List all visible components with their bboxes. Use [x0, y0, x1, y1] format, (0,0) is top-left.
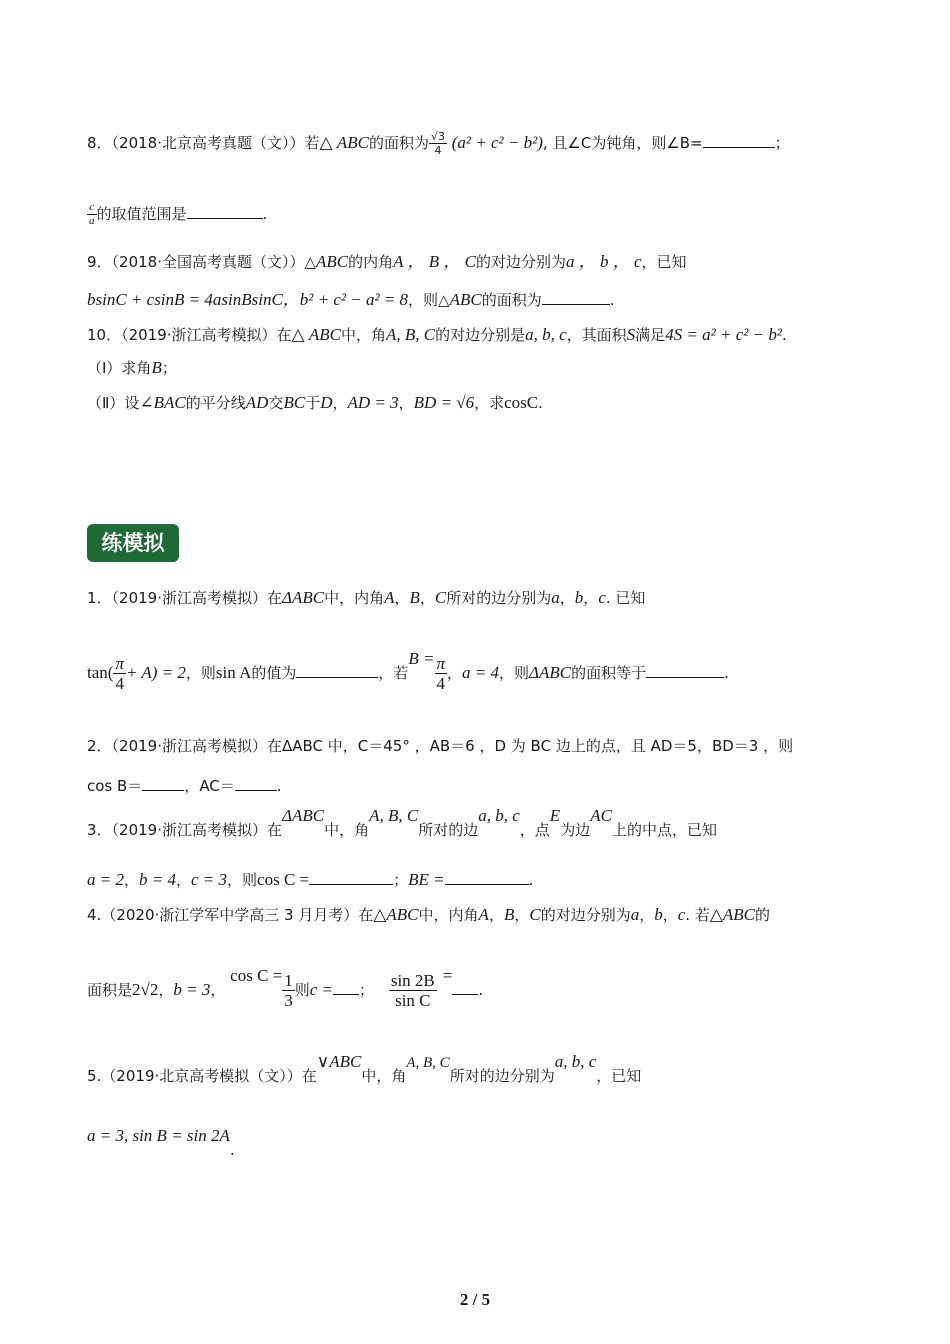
q10-ad: AD — [245, 393, 269, 412]
m1-text-2c: 的值为 — [251, 664, 297, 682]
m2-line2 — [87, 776, 282, 795]
q10-part1-b: B — [151, 358, 162, 377]
q8-line2 — [87, 202, 267, 227]
q9-end: . — [609, 291, 615, 309]
m4-text-o: . 若 — [685, 906, 710, 924]
m4-c: C — [529, 905, 541, 924]
m3-text-k: 上的中点，已知 — [611, 821, 717, 839]
q9-text-g: ，已知 — [641, 253, 687, 271]
q8-frac-num: √3 — [430, 130, 445, 143]
m3-e: E — [549, 806, 561, 825]
m1-side-b: b — [574, 588, 584, 607]
m4-end: . — [478, 981, 484, 999]
m3-sep1: ， — [123, 871, 139, 889]
q9-sides: a ， b ， c — [565, 252, 642, 271]
q10-part2-k: ， — [398, 394, 414, 412]
m2-cosb: cos B＝ — [87, 777, 143, 795]
q8-text-d: , 且∠C为钝角，则∠B= — [542, 134, 703, 152]
m1-four: 4 — [115, 674, 124, 693]
m1-text-i: 所对的边分别为 — [446, 589, 552, 607]
m1-tan-rest: + A) = 2 — [125, 663, 186, 682]
q10-part2 — [87, 393, 543, 413]
m1-text-2a: ，则 — [185, 664, 216, 682]
m4-text-q: 的 — [755, 906, 771, 924]
m5-end: . — [229, 1141, 235, 1159]
m4-side-b: b — [654, 905, 663, 924]
m1-b-eq: B = — [408, 649, 435, 668]
m4-eq: = — [442, 966, 453, 985]
m3-cosc: cos C = — [257, 870, 310, 889]
q10-part2-end: . — [538, 394, 543, 412]
m1-text-2d: ，若 — [378, 664, 409, 682]
m3-blank-2[interactable] — [445, 870, 529, 885]
q9-line2 — [87, 290, 615, 310]
m3-sep2: ， — [175, 871, 191, 889]
q8-frac-den: 4 — [434, 144, 442, 157]
m1-four-2: 4 — [436, 674, 446, 693]
q8-end: ； — [774, 134, 790, 152]
m5-text-c: 中，角 — [361, 1067, 407, 1085]
m4-b-eq: b = 3 — [173, 980, 211, 999]
m4-one: 1 — [284, 971, 293, 990]
m1-triangle-2: ΔABC — [529, 663, 572, 682]
q10-text: 10．（2019·浙江高考模拟）在 — [87, 326, 292, 344]
q8-triangle: △ ABC — [319, 133, 369, 152]
q9-blank[interactable] — [542, 290, 610, 305]
m3-end: . — [528, 871, 534, 889]
m4-sin-num: sin 2B — [390, 971, 435, 990]
m4-then: 则 — [294, 981, 310, 999]
m3-line1 — [87, 806, 717, 840]
m3-text-g: ，点 — [519, 821, 550, 839]
q10-part2-m: ，求 — [474, 394, 505, 412]
m4-line1 — [87, 905, 770, 925]
m3-text-i: 为边 — [560, 821, 591, 839]
m5-line1 — [87, 1052, 642, 1086]
q8-blank-2[interactable] — [187, 204, 263, 219]
m4-line2 — [87, 966, 484, 1010]
m1-pi: π — [115, 654, 124, 673]
m1-pi-2: π — [436, 654, 446, 673]
m1-line2 — [87, 649, 729, 693]
q10-part2-g: 于 — [305, 394, 321, 412]
q10-part1-text: （Ⅰ）求角 — [87, 359, 152, 377]
m1-c: C — [434, 588, 447, 607]
m1-text-o: . 已知 — [605, 589, 646, 607]
m4-side-c: c — [677, 905, 686, 924]
m5-line2 — [87, 1126, 235, 1159]
q9-text: 9．（2018·全国高考真题（文））△ — [87, 253, 317, 271]
m4-sep1: ， — [488, 906, 504, 924]
q9-equations: bsinC + csinB = 4asinBsinC，b² + c² − a² = 8 — [87, 290, 409, 309]
m5-angles: A, B, C — [406, 1055, 450, 1071]
q10-text-i: 满足 — [635, 326, 666, 344]
m1-blank-1[interactable] — [296, 663, 378, 678]
m4-cosc: cos C = — [230, 966, 283, 985]
m4-three: 3 — [284, 991, 293, 1010]
m1-sep4: ， — [583, 589, 599, 607]
m3-line2 — [87, 870, 533, 890]
q10-part1-end: ； — [161, 359, 177, 377]
m3-be: BE = — [408, 870, 445, 889]
m4-sep5: ， — [158, 981, 174, 999]
m1-side-a: a — [551, 588, 560, 607]
m1-sep1: ， — [394, 589, 410, 607]
m4-one-third — [282, 972, 295, 1009]
m3-sides: a, b, c — [478, 806, 520, 825]
m3-angles: A, B, C — [369, 806, 419, 825]
m1-b-frac — [435, 655, 448, 692]
q10-s: S — [626, 325, 636, 344]
q10-area-eq: 4S = a² + c² − b² — [665, 325, 782, 344]
m2-blank-2[interactable] — [235, 776, 277, 791]
q10-sides: a, b, c — [525, 325, 567, 344]
m4-a: A — [478, 905, 489, 924]
m4-text-i: 的对边分别为 — [540, 906, 631, 924]
m4-sep3: ， — [639, 906, 655, 924]
q10-part1 — [87, 358, 177, 378]
m3-triangle: ΔABC — [282, 806, 325, 825]
m4-sep6: ， — [210, 981, 226, 999]
m4-triangle: △ABC — [373, 905, 419, 924]
q10-text-c: 中，角 — [340, 326, 386, 344]
m3-b-eq: b = 4 — [139, 870, 176, 889]
m2-ac: ，AC＝ — [184, 777, 235, 795]
m1-text-2j: 的面积等于 — [571, 664, 647, 682]
q9-abc: ABC — [316, 252, 349, 271]
m1-text-c: 中，内角 — [324, 589, 385, 607]
m4-b: B — [503, 905, 515, 924]
q8-text-b: 的面积为 — [368, 134, 429, 152]
m2-blank-1[interactable] — [142, 776, 184, 791]
m4-sep7: ； — [359, 981, 375, 999]
q8-ratio-num: c — [87, 202, 97, 215]
m1-sep5: ， — [447, 664, 463, 682]
m3-blank-1[interactable] — [309, 870, 393, 885]
q10-d: D — [320, 393, 333, 412]
m4-sin-ratio — [389, 972, 437, 1009]
m1-sep3: ， — [559, 589, 575, 607]
q10-part2-c: 的平分线 — [185, 394, 246, 412]
m3-c-eq: c = 3 — [191, 870, 228, 889]
m1-tan: tan( — [87, 663, 114, 682]
m1-end: . — [724, 664, 729, 682]
m4-sep2: ， — [514, 906, 530, 924]
m1-line1 — [87, 588, 645, 608]
q10-part2-i: ， — [332, 394, 348, 412]
m2-end: . — [276, 777, 282, 795]
q9-text-e: 的对边分别为 — [475, 253, 566, 271]
m4-blank-2[interactable] — [452, 980, 478, 995]
q8-ratio — [87, 202, 97, 227]
m5-triangle: ∨ABC — [316, 1052, 362, 1071]
q9-text-2c: 的面积为 — [481, 291, 542, 309]
q10-end: . — [781, 326, 787, 344]
m3-ac: AC — [590, 806, 612, 825]
q10-cosc: cosC — [504, 393, 539, 412]
m1-blank-2[interactable] — [646, 663, 724, 678]
m5-sides: a, b, c — [554, 1052, 597, 1071]
m1-side-c: c — [598, 588, 606, 607]
q10-text-g: ，其面积 — [566, 326, 627, 344]
q8-blank-1[interactable] — [703, 133, 775, 148]
q10-line1 — [87, 325, 787, 345]
q9-line1 — [87, 252, 687, 272]
m1-sina: sin A — [215, 663, 252, 682]
m1-sep2: ， — [419, 589, 435, 607]
q10-angles: A, B, C — [385, 325, 436, 344]
m3-text-f: ，则 — [227, 871, 258, 889]
m4-text-c: 中，内角 — [418, 906, 479, 924]
m3-text-e: 所对的边 — [418, 821, 479, 839]
m5-text-g: ，已知 — [596, 1067, 642, 1085]
q8-end-2: . — [262, 205, 268, 223]
m1-a-eq: a = 4 — [462, 663, 500, 682]
m4-side-a: a — [630, 905, 640, 924]
q10-bc: BC — [283, 393, 306, 412]
q8-fraction — [429, 131, 447, 156]
q10-text-e: 的对边分别是 — [435, 326, 526, 344]
m1-text: 1．（2019·浙江高考模拟）在 — [87, 589, 282, 607]
q8-line1 — [87, 131, 790, 156]
m4-c-eq: c = — [309, 980, 334, 999]
m5-given: a = 3, sin B = sin 2A — [87, 1126, 230, 1145]
q8-ratio-den: a — [89, 215, 95, 227]
m4-area-text: 面积是 — [87, 981, 133, 999]
section-title-badge: 练模拟 — [87, 524, 179, 562]
q9-text-c: 的内角 — [348, 253, 394, 271]
q8-expression: (a² + c² − b²) — [451, 133, 543, 152]
m1-a: A — [384, 588, 395, 607]
q10-bd-eq: BD = √6 — [413, 393, 475, 412]
q9-abc-2: ABC — [449, 290, 482, 309]
m1-pi-over-4 — [113, 655, 126, 692]
q9-angles: A ， B ， C — [393, 252, 476, 271]
q10-part2-text: （Ⅱ）设 — [87, 394, 140, 412]
m5-text-e: 所对的边分别为 — [449, 1067, 555, 1085]
q10-part2-e: 交 — [268, 394, 284, 412]
m3-a-eq: a = 2 — [87, 870, 124, 889]
q8-range-text: 的取值范围是 — [96, 205, 187, 223]
page-number: 2 / 5 — [459, 1290, 491, 1309]
m1-triangle: ΔABC — [282, 588, 325, 607]
m1-b: B — [409, 588, 420, 607]
q9-text-2a: ，则△ — [408, 291, 450, 309]
m2-line1: 2．（2019·浙江高考模拟）在ΔABC 中，C＝45° ，AB＝6 ，D 为 BC 边上的点，且 AD＝5，BD＝3 ，则 — [87, 737, 794, 755]
m4-triangle-2: △ABC — [709, 905, 756, 924]
m3-text: 3．（2019·浙江高考模拟）在 — [87, 821, 282, 839]
m3-text-c: 中，角 — [324, 821, 370, 839]
m4-text: 4.（2020·浙江学军中学高三 3 月月考）在 — [87, 906, 374, 924]
m1-text-2h: ，则 — [499, 664, 530, 682]
m4-area-value: 2√2 — [132, 980, 159, 999]
q8-text: 8．（2018·北京高考真题（文））若 — [87, 134, 320, 152]
q10-ad-eq: AD = 3 — [347, 393, 399, 412]
q10-triangle: △ ABC — [291, 325, 341, 344]
m3-sep3: ； — [393, 871, 409, 889]
m5-text: 5.（2019·北京高考模拟（文））在 — [87, 1067, 317, 1085]
m4-blank-1[interactable] — [333, 980, 359, 995]
q10-angle-bac: ∠BAC — [139, 393, 186, 412]
m4-sep4: ， — [662, 906, 678, 924]
m4-sin-den: sin C — [395, 991, 431, 1010]
